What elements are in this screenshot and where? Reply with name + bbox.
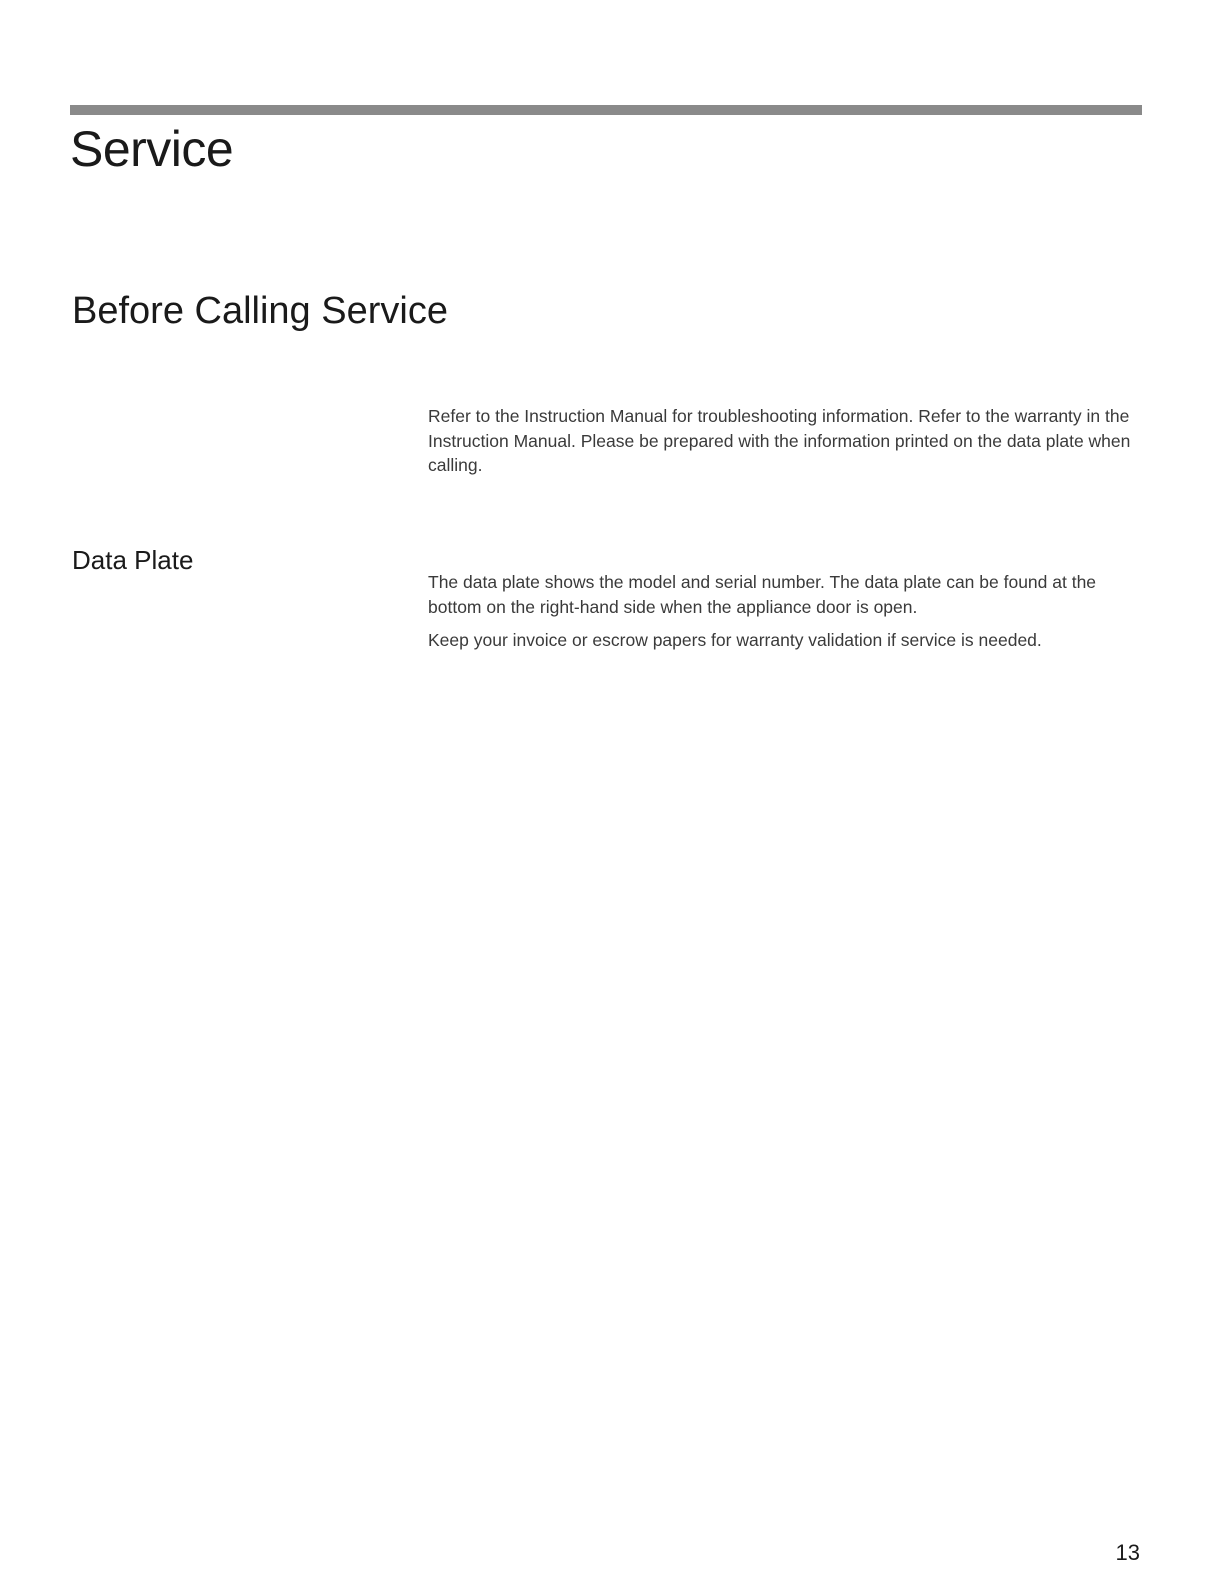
before-calling-service-paragraph: Refer to the Instruction Manual for troubleshooting information. Refer to the warranty in the Instruction Manual. Please be prepared with the information printed on the data plate when calling. [428, 406, 1131, 475]
page-number: 13 [1115, 1540, 1140, 1565]
page-title: Service [70, 121, 234, 177]
data-plate-paragraph: The data plate shows the model and serial number. The data plate can be found at the bottom on the right-hand side when the appliance door is open. [428, 572, 1097, 617]
before-calling-service-body [428, 404, 1138, 478]
section-heading-before-calling-service: Before Calling Service [72, 290, 448, 332]
data-plate-body [428, 570, 1138, 653]
invoice-paragraph: Keep your invoice or escrow papers for warranty validation if service is needed. [428, 630, 1042, 650]
subsection-heading-data-plate: Data Plate [72, 545, 194, 575]
top-divider-bar [70, 105, 1142, 115]
